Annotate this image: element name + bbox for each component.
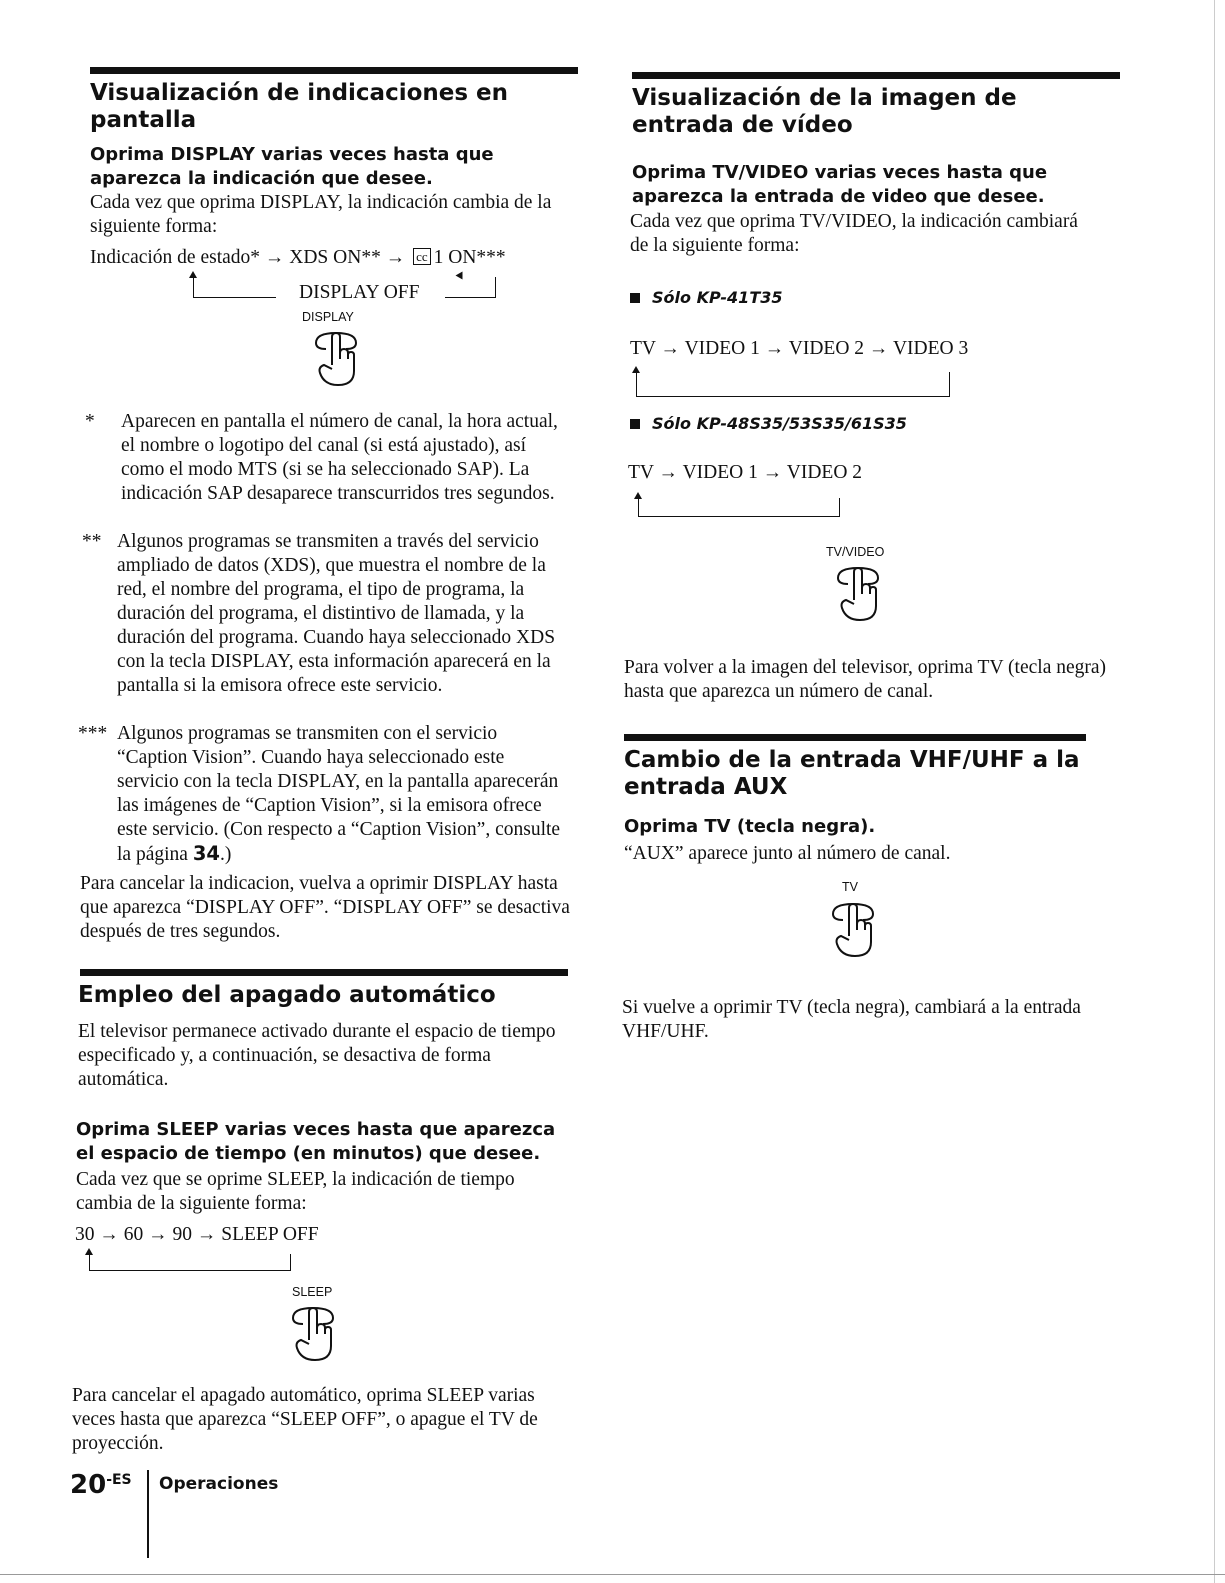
video-return-text: Para volver a la imagen del televisor, oprima TV (tecla negra) hasta que aparezca un número de canal. bbox=[624, 657, 1107, 702]
flow-step: VIDEO 1 bbox=[682, 462, 758, 483]
page-number-suffix: -ES bbox=[106, 1472, 132, 1488]
aux-again-text: Si vuelve a oprimir TV (tecla negra), cambiará a la entrada VHF/UHF. bbox=[622, 997, 1081, 1042]
video-instruction: Oprima TV/VIDEO varias veces hasta que aparezca la entrada de video que desee. bbox=[632, 162, 1048, 207]
display-heading: Visualización de indicaciones en pantalla bbox=[90, 80, 509, 133]
sleep-intro: El televisor permanece activado durante el espacio de tiempo especificado y, a continuación, se desactiva de forma automática. bbox=[78, 1021, 556, 1090]
square-bullet-icon bbox=[630, 293, 640, 303]
arrow-icon: → bbox=[264, 247, 285, 268]
loop-arrow-icon bbox=[456, 272, 463, 280]
flow-step: VIDEO 3 bbox=[892, 338, 969, 359]
footnote-text: Algunos programas se transmiten a través del servicio ampliado de datos (XDS), que muestra el nombre de la red, el nombre del programa, el tipo de programa, la duración del programa, el distintivo de llamada, y la duración del programa. Cuando haya seleccionado XDS con la tecla DISPLAY, esta información aparecerá en la pantalla si la emisora ofrece este servicio. bbox=[117, 531, 556, 696]
page-bottom-line bbox=[0, 1574, 1225, 1575]
video-flow-a bbox=[630, 338, 968, 360]
flow-step: TV bbox=[630, 338, 656, 359]
loop-line bbox=[89, 1254, 291, 1271]
flow-step: SLEEP OFF bbox=[221, 1224, 319, 1245]
sleep-body: Cada vez que se oprime SLEEP, la indicación de tiempo cambia de la siguiente forma: bbox=[76, 1169, 515, 1214]
section-rule bbox=[624, 734, 1086, 741]
flow-step-xds: XDS ON** bbox=[289, 247, 381, 268]
model-name: Sólo KP-48S35/53S35/61S35 bbox=[652, 414, 907, 433]
flow-step: 30 bbox=[75, 1224, 95, 1245]
section-rule bbox=[80, 969, 568, 976]
page-reference: 34 bbox=[192, 842, 220, 865]
video-intro: Cada vez que oprima TV/VIDEO, la indicación cambiará de la siguiente forma: bbox=[630, 211, 1078, 256]
flow-step: VIDEO 2 bbox=[788, 338, 865, 359]
display-cancel: Para cancelar la indicacion, vuelva a oprimir DISPLAY hasta que aparezca “DISPLAY OFF”. “DISPLAY OFF” se desactiva después de tres segundos. bbox=[80, 873, 570, 942]
arrow-icon: → bbox=[385, 247, 406, 268]
flow-return: DISPLAY OFF bbox=[299, 282, 420, 303]
display-button-label: DISPLAY bbox=[302, 310, 354, 324]
footer-divider bbox=[147, 1470, 149, 1558]
video-heading: Visualización de la imagen de entrada de vídeo bbox=[632, 85, 1017, 138]
flow-step: VIDEO 2 bbox=[786, 462, 863, 483]
hand-press-icon bbox=[832, 562, 886, 624]
arrow-icon: → bbox=[196, 1224, 217, 1245]
footnote-mark: * bbox=[85, 411, 95, 432]
footnote bbox=[82, 530, 575, 720]
sleep-button-label: SLEEP bbox=[292, 1285, 333, 1299]
sleep-heading: Empleo del apagado automático bbox=[78, 982, 496, 1008]
flow-step: 60 bbox=[123, 1224, 144, 1245]
model-name: Sólo KP-41T35 bbox=[652, 288, 783, 307]
page-number-value: 20 bbox=[70, 1470, 107, 1500]
flow-step: 90 bbox=[172, 1224, 192, 1245]
sleep-instruction: Oprima SLEEP varias veces hasta que aparezca el espacio de tiempo (en minutos) que desee. bbox=[76, 1119, 556, 1164]
arrow-icon: → bbox=[99, 1224, 119, 1245]
flow-step-status: Indicación de estado* bbox=[90, 247, 261, 268]
arrow-icon: → bbox=[148, 1224, 168, 1245]
loop-line bbox=[193, 277, 276, 298]
footnote bbox=[85, 410, 575, 530]
footnote-mark: ** bbox=[82, 531, 102, 552]
section-rule bbox=[90, 67, 578, 74]
footer-section: Operaciones bbox=[159, 1474, 279, 1494]
footnote-text-before: Algunos programas se transmiten con el servicio “Caption Vision”. Cuando haya seleccionado este servicio con la tecla DISPLAY, en la pantalla aparecerán las imágenes de “Caption Vision”, si la emisora ofrece este servicio. (Con respecto a “Caption Vision”, consulte la página bbox=[117, 723, 561, 865]
hand-press-icon bbox=[827, 898, 881, 960]
hand-press-icon bbox=[310, 327, 364, 389]
tv-button-label: TV bbox=[842, 880, 858, 894]
arrow-icon: → bbox=[868, 338, 889, 359]
display-intro: Cada vez que oprima DISPLAY, la indicación cambia de la siguiente forma: bbox=[90, 192, 552, 237]
page-edge-line bbox=[1214, 0, 1215, 1583]
arrow-icon: → bbox=[658, 462, 679, 483]
footnote-mark: *** bbox=[78, 723, 108, 744]
loop-line bbox=[638, 498, 840, 517]
arrow-icon: → bbox=[764, 338, 785, 359]
loop-line bbox=[636, 372, 950, 397]
footnote bbox=[78, 722, 575, 872]
arrow-icon: → bbox=[762, 462, 783, 483]
model-heading bbox=[630, 288, 783, 307]
square-bullet-icon bbox=[630, 419, 640, 429]
aux-heading: Cambio de la entrada VHF/UHF a la entrada AUX bbox=[624, 747, 1080, 800]
video-flow-b bbox=[628, 462, 862, 484]
loop-line bbox=[445, 277, 496, 298]
sleep-cancel: Para cancelar el apagado automático, oprima SLEEP varias veces hasta que aparezca “SLEEP OFF”, o apague el TV de proyección. bbox=[72, 1385, 538, 1454]
section-rule bbox=[632, 72, 1120, 79]
aux-instruction: Oprima TV (tecla negra). bbox=[624, 816, 876, 837]
flow-step: VIDEO 1 bbox=[684, 338, 760, 359]
display-instruction: Oprima DISPLAY varias veces hasta que aparezca la indicación que desee. bbox=[90, 144, 494, 189]
tv-video-button-label: TV/VIDEO bbox=[826, 545, 885, 559]
sleep-flow bbox=[75, 1224, 319, 1246]
footnote-text-after: .) bbox=[219, 844, 232, 865]
display-flow bbox=[90, 247, 506, 269]
model-heading bbox=[630, 414, 907, 433]
flow-step-cc: 1 ON*** bbox=[433, 247, 506, 268]
aux-body: “AUX” aparece junto al número de canal. bbox=[624, 843, 951, 864]
cc-icon: cc bbox=[413, 248, 431, 265]
arrow-icon: → bbox=[660, 338, 681, 359]
hand-press-icon bbox=[287, 1302, 341, 1364]
flow-step: TV bbox=[628, 462, 654, 483]
page-number bbox=[70, 1470, 132, 1500]
footnote-text bbox=[117, 722, 567, 867]
footnote-text: Aparecen en pantalla el número de canal, la hora actual, el nombre o logotipo del canal (si está ajustado), así como el modo MTS (si se ha seleccionado SAP). La indicación SAP desaparece transcurridos tres segundos. bbox=[121, 411, 558, 504]
